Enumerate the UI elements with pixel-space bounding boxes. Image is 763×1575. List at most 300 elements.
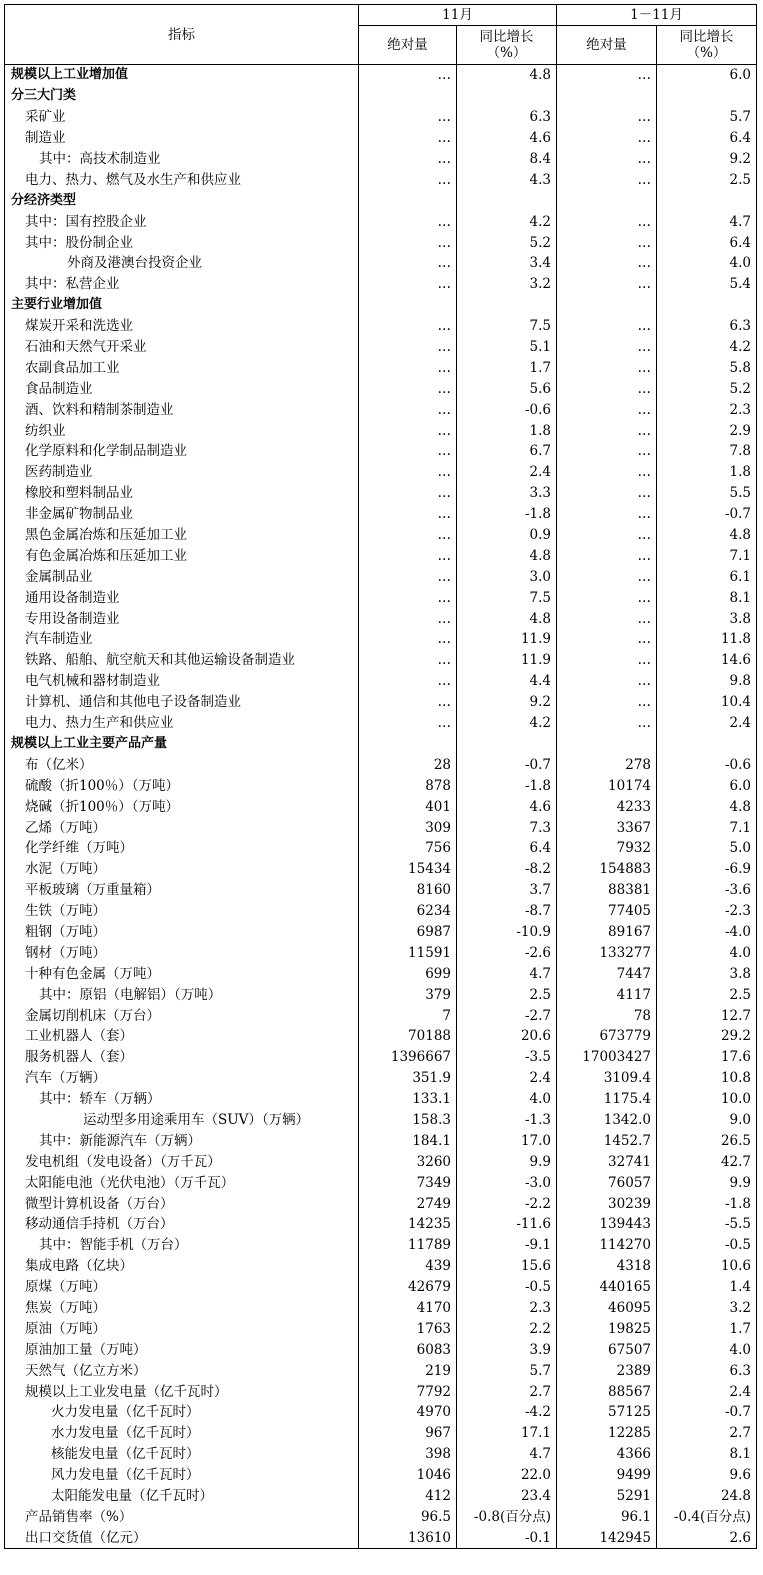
month-yoy-cell: 2.3 [457, 1298, 557, 1319]
table-row [5, 274, 757, 295]
table-row [5, 859, 757, 880]
table-row [5, 483, 757, 504]
ytd-yoy-cell: 4.0 [657, 942, 757, 963]
ytd-yoy-cell: 3.8 [657, 608, 757, 629]
table-row [5, 1381, 757, 1402]
row-name-cell: 分三大门类 [5, 86, 359, 107]
row-name-cell: 其中：高技术制造业 [5, 149, 359, 170]
table-row [5, 525, 757, 546]
month-abs-cell: … [359, 671, 457, 692]
ytd-yoy-cell: -0.4(百分点) [657, 1506, 757, 1527]
table-row [5, 1005, 757, 1026]
month-abs-cell: … [359, 608, 457, 629]
table-row [5, 608, 757, 629]
ytd-abs-cell: 1342.0 [557, 1110, 657, 1131]
ytd-abs-cell: … [557, 337, 657, 358]
month-yoy-cell: -4.2 [457, 1402, 557, 1423]
ytd-abs-cell: … [557, 399, 657, 420]
yoy-header-line1: 同比增长 [679, 29, 734, 45]
month-abs-cell: 11591 [359, 942, 457, 963]
ytd-yoy-cell: 12.7 [657, 1005, 757, 1026]
ytd-yoy-cell [657, 295, 757, 316]
table-row [5, 295, 757, 316]
month-yoy-cell: -0.8(百分点) [457, 1506, 557, 1527]
row-name-cell: 通用设备制造业 [5, 587, 359, 608]
month-abs-cell: 967 [359, 1423, 457, 1444]
table-header [5, 5, 757, 65]
ytd-yoy-cell: 4.8 [657, 796, 757, 817]
row-name-cell: 农副食品加工业 [5, 357, 359, 378]
ytd-abs-cell: … [557, 504, 657, 525]
ytd-yoy-cell: 17.6 [657, 1047, 757, 1068]
row-name-cell: 硫酸（折100％）（万吨） [5, 775, 359, 796]
table-row [5, 1402, 757, 1423]
ytd-yoy-cell: 10.6 [657, 1256, 757, 1277]
month-abs-cell: … [359, 211, 457, 232]
table-row [5, 1360, 757, 1381]
table-row [5, 190, 757, 211]
ytd-yoy-cell: 5.8 [657, 357, 757, 378]
ytd-yoy-cell: 6.4 [657, 232, 757, 253]
table-row [5, 1068, 757, 1089]
table-row [5, 1214, 757, 1235]
ytd-abs-cell: … [557, 525, 657, 546]
ytd-abs-cell: 88567 [557, 1381, 657, 1402]
month-abs-cell: … [359, 545, 457, 566]
ytd-abs-cell: … [557, 232, 657, 253]
month-abs-cell: 158.3 [359, 1110, 457, 1131]
month-abs-cell: 379 [359, 984, 457, 1005]
ytd-abs-cell: 88381 [557, 880, 657, 901]
row-name-cell: 专用设备制造业 [5, 608, 359, 629]
row-name-cell: 其中：原铝（电解铝）（万吨） [5, 984, 359, 1005]
month-abs-cell: 7792 [359, 1381, 457, 1402]
ytd-yoy-cell: 14.6 [657, 650, 757, 671]
row-name-cell: 电力、热力生产和供应业 [5, 713, 359, 734]
table-row [5, 169, 757, 190]
month-yoy-cell: -9.1 [457, 1235, 557, 1256]
month-yoy-cell: 2.5 [457, 984, 557, 1005]
month-yoy-cell: 11.9 [457, 650, 557, 671]
indicator-header: 指标 [5, 5, 359, 65]
ytd-yoy-cell: 10.4 [657, 692, 757, 713]
row-name-cell: 制造业 [5, 128, 359, 149]
row-name-cell: 其中：股份制企业 [5, 232, 359, 253]
ytd-abs-cell: 76057 [557, 1172, 657, 1193]
month-abs-cell: 219 [359, 1360, 457, 1381]
row-name-cell: 原油加工量（万吨） [5, 1339, 359, 1360]
ytd-abs-cell: 3367 [557, 817, 657, 838]
month-yoy-cell: 4.8 [457, 65, 557, 86]
month-yoy-cell: -1.8 [457, 775, 557, 796]
month-yoy-cell: 4.4 [457, 671, 557, 692]
month-yoy-cell: 2.2 [457, 1318, 557, 1339]
month-yoy-cell: 9.9 [457, 1151, 557, 1172]
ytd-abs-cell: 4366 [557, 1444, 657, 1465]
month-abs-cell: 28 [359, 754, 457, 775]
month-yoy-cell: 4.8 [457, 608, 557, 629]
ytd-yoy-cell: 3.2 [657, 1298, 757, 1319]
ytd-abs-cell: … [557, 587, 657, 608]
month-abs-cell: 2749 [359, 1193, 457, 1214]
month-abs-cell [359, 734, 457, 755]
ytd-yoy-cell: 6.0 [657, 65, 757, 86]
table-row [5, 1527, 757, 1548]
ytd-yoy-cell: 29.2 [657, 1026, 757, 1047]
row-name-cell: 酒、饮料和精制茶制造业 [5, 399, 359, 420]
month-yoy-cell: 3.0 [457, 566, 557, 587]
month-yoy-cell: 4.7 [457, 1444, 557, 1465]
ytd-abs-cell: 2389 [557, 1360, 657, 1381]
ytd-abs-cell: 114270 [557, 1235, 657, 1256]
month-yoy-cell: -0.1 [457, 1527, 557, 1548]
row-name-cell: 医药制造业 [5, 462, 359, 483]
month-yoy-cell: 6.7 [457, 441, 557, 462]
row-name-cell: 化学原料和化学制品制造业 [5, 441, 359, 462]
month-yoy-cell: 4.0 [457, 1089, 557, 1110]
table-row [5, 149, 757, 170]
ytd-yoy-cell: 5.4 [657, 274, 757, 295]
ytd-abs-cell: 1452.7 [557, 1130, 657, 1151]
month-yoy-cell: 5.2 [457, 232, 557, 253]
row-name-cell: 平板玻璃（万重量箱） [5, 880, 359, 901]
industrial-statistics-table [4, 4, 757, 1549]
ytd-abs-cell: … [557, 316, 657, 337]
month-abs-cell: 699 [359, 963, 457, 984]
ytd-abs-cell: 4117 [557, 984, 657, 1005]
month-yoy-cell: 5.7 [457, 1360, 557, 1381]
month-abs-cell: 439 [359, 1256, 457, 1277]
month-abs-cell: 6234 [359, 901, 457, 922]
ytd-yoy-cell: -2.3 [657, 901, 757, 922]
ytd-yoy-cell: 42.7 [657, 1151, 757, 1172]
table-row [5, 984, 757, 1005]
row-name-cell: 钢材（万吨） [5, 942, 359, 963]
month-yoy-cell [457, 190, 557, 211]
ytd-yoy-cell: -5.5 [657, 1214, 757, 1235]
table-row [5, 399, 757, 420]
row-name-cell: 橡胶和塑料制品业 [5, 483, 359, 504]
month-abs-cell: … [359, 107, 457, 128]
table-row [5, 922, 757, 943]
table-row [5, 1339, 757, 1360]
month-yoy-cell: 7.3 [457, 817, 557, 838]
month-yoy-cell: 4.8 [457, 545, 557, 566]
row-name-cell: 主要行业增加值 [5, 295, 359, 316]
ytd-abs-cell: … [557, 65, 657, 86]
table-row [5, 1318, 757, 1339]
row-name-cell: 太阳能电池（光伏电池）（万千瓦） [5, 1172, 359, 1193]
ytd-yoy-cell: 2.7 [657, 1423, 757, 1444]
table-row [5, 587, 757, 608]
month-abs-cell: 398 [359, 1444, 457, 1465]
row-name-cell: 有色金属冶炼和压延加工业 [5, 545, 359, 566]
month-yoy-cell: 17.0 [457, 1130, 557, 1151]
ytd-yoy-cell: 4.2 [657, 337, 757, 358]
row-name-cell: 纺织业 [5, 420, 359, 441]
ytd-abs-cell: … [557, 149, 657, 170]
month-yoy-cell: 7.5 [457, 587, 557, 608]
month-abs-cell: … [359, 169, 457, 190]
ytd-yoy-cell: 5.5 [657, 483, 757, 504]
ytd-abs-cell: 3109.4 [557, 1068, 657, 1089]
month-abs-cell: … [359, 420, 457, 441]
ytd-abs-cell: … [557, 378, 657, 399]
ytd-abs-cell: 30239 [557, 1193, 657, 1214]
month-yoy-cell: 2.4 [457, 1068, 557, 1089]
month-abs-cell: … [359, 629, 457, 650]
month-abs-cell: 3260 [359, 1151, 457, 1172]
table-row [5, 1444, 757, 1465]
table-row [5, 1465, 757, 1486]
row-name-cell: 十种有色金属（万吨） [5, 963, 359, 984]
month-abs-cell: 309 [359, 817, 457, 838]
row-name-cell: 外商及港澳台投资企业 [5, 253, 359, 274]
month-abs-cell: … [359, 357, 457, 378]
month-yoy-cell: -2.2 [457, 1193, 557, 1214]
row-name-cell: 其中：国有控股企业 [5, 211, 359, 232]
row-name-cell: 金属切削机床（万台） [5, 1005, 359, 1026]
ytd-yoy-cell: -4.0 [657, 922, 757, 943]
row-name-cell: 水力发电量（亿千瓦时） [5, 1423, 359, 1444]
row-name-cell: 集成电路（亿块） [5, 1256, 359, 1277]
ytd-yoy-cell: 1.4 [657, 1277, 757, 1298]
ytd-yoy-cell: 7.1 [657, 545, 757, 566]
month-yoy-cell [457, 86, 557, 107]
table-row [5, 880, 757, 901]
ytd-abs-cell: 46095 [557, 1298, 657, 1319]
ytd-abs-cell: … [557, 274, 657, 295]
month-abs-cell: … [359, 274, 457, 295]
ytd-yoy-cell: -0.7 [657, 1402, 757, 1423]
ytd-abs-cell: 139443 [557, 1214, 657, 1235]
ytd-abs-cell: 278 [557, 754, 657, 775]
ytd-yoy-cell: 2.4 [657, 713, 757, 734]
ytd-yoy-cell: 5.0 [657, 838, 757, 859]
month-abs-cell: … [359, 525, 457, 546]
ytd-abs-cell: … [557, 253, 657, 274]
row-name-cell: 化学纤维（万吨） [5, 838, 359, 859]
month-yoy-cell: 23.4 [457, 1486, 557, 1507]
table-row [5, 901, 757, 922]
month-abs-cell: 1763 [359, 1318, 457, 1339]
ytd-yoy-cell: 24.8 [657, 1486, 757, 1507]
row-name-cell: 产品销售率（%） [5, 1506, 359, 1527]
month-yoy-cell: 5.1 [457, 337, 557, 358]
month-yoy-cell: -0.7 [457, 754, 557, 775]
table-row [5, 1235, 757, 1256]
table-row [5, 1130, 757, 1151]
ytd-yoy-cell: 6.4 [657, 128, 757, 149]
table-row [5, 337, 757, 358]
table-row [5, 713, 757, 734]
row-name-cell: 发电机组（发电设备）（万千瓦） [5, 1151, 359, 1172]
yoy-header-line2: （%） [486, 45, 527, 61]
ytd-yoy-cell [657, 734, 757, 755]
month-yoy-cell: -10.9 [457, 922, 557, 943]
month-abs-cell: 4970 [359, 1402, 457, 1423]
ytd-yoy-cell: -0.5 [657, 1235, 757, 1256]
ytd-abs-cell: 10174 [557, 775, 657, 796]
row-name-cell: 乙烯（万吨） [5, 817, 359, 838]
ytd-abs-cell: 12285 [557, 1423, 657, 1444]
row-name-cell: 原煤（万吨） [5, 1277, 359, 1298]
month-abs-cell: 6987 [359, 922, 457, 943]
month-abs-cell: 42679 [359, 1277, 457, 1298]
table-row [5, 1026, 757, 1047]
table-row [5, 504, 757, 525]
table-row [5, 128, 757, 149]
statistics-table-container [4, 4, 757, 1549]
month-yoy-cell [457, 295, 557, 316]
ytd-yoy-cell: 4.0 [657, 1339, 757, 1360]
row-name-cell: 规模以上工业主要产品产量 [5, 734, 359, 755]
ytd-abs-cell: 32741 [557, 1151, 657, 1172]
ytd-yoy-cell: 1.7 [657, 1318, 757, 1339]
ytd-abs-cell [557, 295, 657, 316]
month-abs-cell: 184.1 [359, 1130, 457, 1151]
table-body [5, 65, 757, 1549]
ytd-yoy-cell: 9.0 [657, 1110, 757, 1131]
month-yoy-cell: 20.6 [457, 1026, 557, 1047]
ytd-yoy-cell: 2.9 [657, 420, 757, 441]
table-row [5, 1256, 757, 1277]
month-abs-cell: … [359, 232, 457, 253]
month-abs-cell: … [359, 483, 457, 504]
ytd-abs-cell: … [557, 357, 657, 378]
ytd-abs-cell: … [557, 211, 657, 232]
table-row [5, 232, 757, 253]
month-abs-cell: … [359, 692, 457, 713]
month-yoy-header [457, 26, 557, 65]
month-abs-cell: … [359, 316, 457, 337]
table-row [5, 462, 757, 483]
row-name-cell: 生铁（万吨） [5, 901, 359, 922]
table-row [5, 754, 757, 775]
month-yoy-cell: 4.6 [457, 128, 557, 149]
ytd-yoy-header [657, 26, 757, 65]
ytd-yoy-cell: 6.3 [657, 1360, 757, 1381]
ytd-abs-cell: 142945 [557, 1527, 657, 1548]
row-name-cell: 服务机器人（套） [5, 1047, 359, 1068]
table-row [5, 692, 757, 713]
month-yoy-cell: -3.5 [457, 1047, 557, 1068]
row-name-cell: 铁路、船舶、航空航天和其他运输设备制造业 [5, 650, 359, 671]
month-abs-cell: … [359, 462, 457, 483]
table-row [5, 1151, 757, 1172]
ytd-abs-cell: 19825 [557, 1318, 657, 1339]
table-row [5, 316, 757, 337]
ytd-yoy-cell: -0.6 [657, 754, 757, 775]
row-name-cell: 粗钢（万吨） [5, 922, 359, 943]
ytd-yoy-cell: 9.2 [657, 149, 757, 170]
ytd-abs-cell: 4318 [557, 1256, 657, 1277]
table-row [5, 1110, 757, 1131]
row-name-cell: 风力发电量（亿千瓦时） [5, 1465, 359, 1486]
ytd-yoy-cell: 11.8 [657, 629, 757, 650]
table-row [5, 963, 757, 984]
month-abs-header: 绝对量 [359, 26, 457, 65]
month-yoy-cell: -2.7 [457, 1005, 557, 1026]
row-name-cell: 移动通信手持机（万台） [5, 1214, 359, 1235]
yoy-header-line2: （%） [686, 45, 727, 61]
ytd-yoy-cell: 7.1 [657, 817, 757, 838]
row-name-cell: 焦炭（万吨） [5, 1298, 359, 1319]
table-row [5, 629, 757, 650]
month-yoy-cell: 22.0 [457, 1465, 557, 1486]
ytd-abs-cell: … [557, 107, 657, 128]
month-yoy-cell: -8.2 [457, 859, 557, 880]
month-abs-cell: 878 [359, 775, 457, 796]
ytd-yoy-cell: 4.8 [657, 525, 757, 546]
ytd-yoy-cell: 9.9 [657, 1172, 757, 1193]
row-name-cell: 采矿业 [5, 107, 359, 128]
row-name-cell: 微型计算机设备（万台） [5, 1193, 359, 1214]
ytd-abs-cell: … [557, 692, 657, 713]
ytd-yoy-cell: 2.3 [657, 399, 757, 420]
month-yoy-cell: 4.7 [457, 963, 557, 984]
table-row [5, 545, 757, 566]
ytd-yoy-cell: 9.6 [657, 1465, 757, 1486]
month-yoy-cell: 4.6 [457, 796, 557, 817]
row-name-cell: 分经济类型 [5, 190, 359, 211]
table-row [5, 107, 757, 128]
ytd-abs-cell: 673779 [557, 1026, 657, 1047]
row-name-cell: 其中：智能手机（万台） [5, 1235, 359, 1256]
month-yoy-cell: -2.6 [457, 942, 557, 963]
month-abs-cell: 1046 [359, 1465, 457, 1486]
month-abs-cell: … [359, 713, 457, 734]
row-name-cell: 运动型多用途乘用车（SUV）（万辆） [5, 1110, 359, 1131]
month-abs-cell: … [359, 504, 457, 525]
table-row [5, 1298, 757, 1319]
table-row [5, 378, 757, 399]
month-yoy-cell: -11.6 [457, 1214, 557, 1235]
ytd-abs-cell: 96.1 [557, 1506, 657, 1527]
month-abs-cell [359, 86, 457, 107]
ytd-yoy-cell: 8.1 [657, 587, 757, 608]
ytd-yoy-cell: 2.6 [657, 1527, 757, 1548]
ytd-yoy-cell: 1.8 [657, 462, 757, 483]
ytd-abs-cell: 57125 [557, 1402, 657, 1423]
ytd-yoy-cell: 6.1 [657, 566, 757, 587]
month-yoy-cell: 0.9 [457, 525, 557, 546]
month-yoy-cell: 7.5 [457, 316, 557, 337]
month-yoy-cell: 9.2 [457, 692, 557, 713]
table-row [5, 211, 757, 232]
table-row [5, 441, 757, 462]
month-abs-cell: … [359, 441, 457, 462]
table-row [5, 253, 757, 274]
row-name-cell: 非金属矿物制品业 [5, 504, 359, 525]
row-name-cell: 煤炭开采和洗选业 [5, 316, 359, 337]
table-row [5, 796, 757, 817]
row-name-cell: 天然气（亿立方米） [5, 1360, 359, 1381]
month-abs-cell: … [359, 65, 457, 86]
table-row [5, 775, 757, 796]
row-name-cell: 烧碱（折100％）（万吨） [5, 796, 359, 817]
month-abs-cell: 15434 [359, 859, 457, 880]
row-name-cell: 电力、热力、燃气及水生产和供应业 [5, 169, 359, 190]
row-name-cell: 布（亿米） [5, 754, 359, 775]
ytd-abs-cell: 17003427 [557, 1047, 657, 1068]
ytd-yoy-cell: 2.5 [657, 984, 757, 1005]
row-name-cell: 核能发电量（亿千瓦时） [5, 1444, 359, 1465]
month-abs-cell: 401 [359, 796, 457, 817]
table-row [5, 1089, 757, 1110]
month-abs-cell: … [359, 149, 457, 170]
ytd-abs-cell: 4233 [557, 796, 657, 817]
